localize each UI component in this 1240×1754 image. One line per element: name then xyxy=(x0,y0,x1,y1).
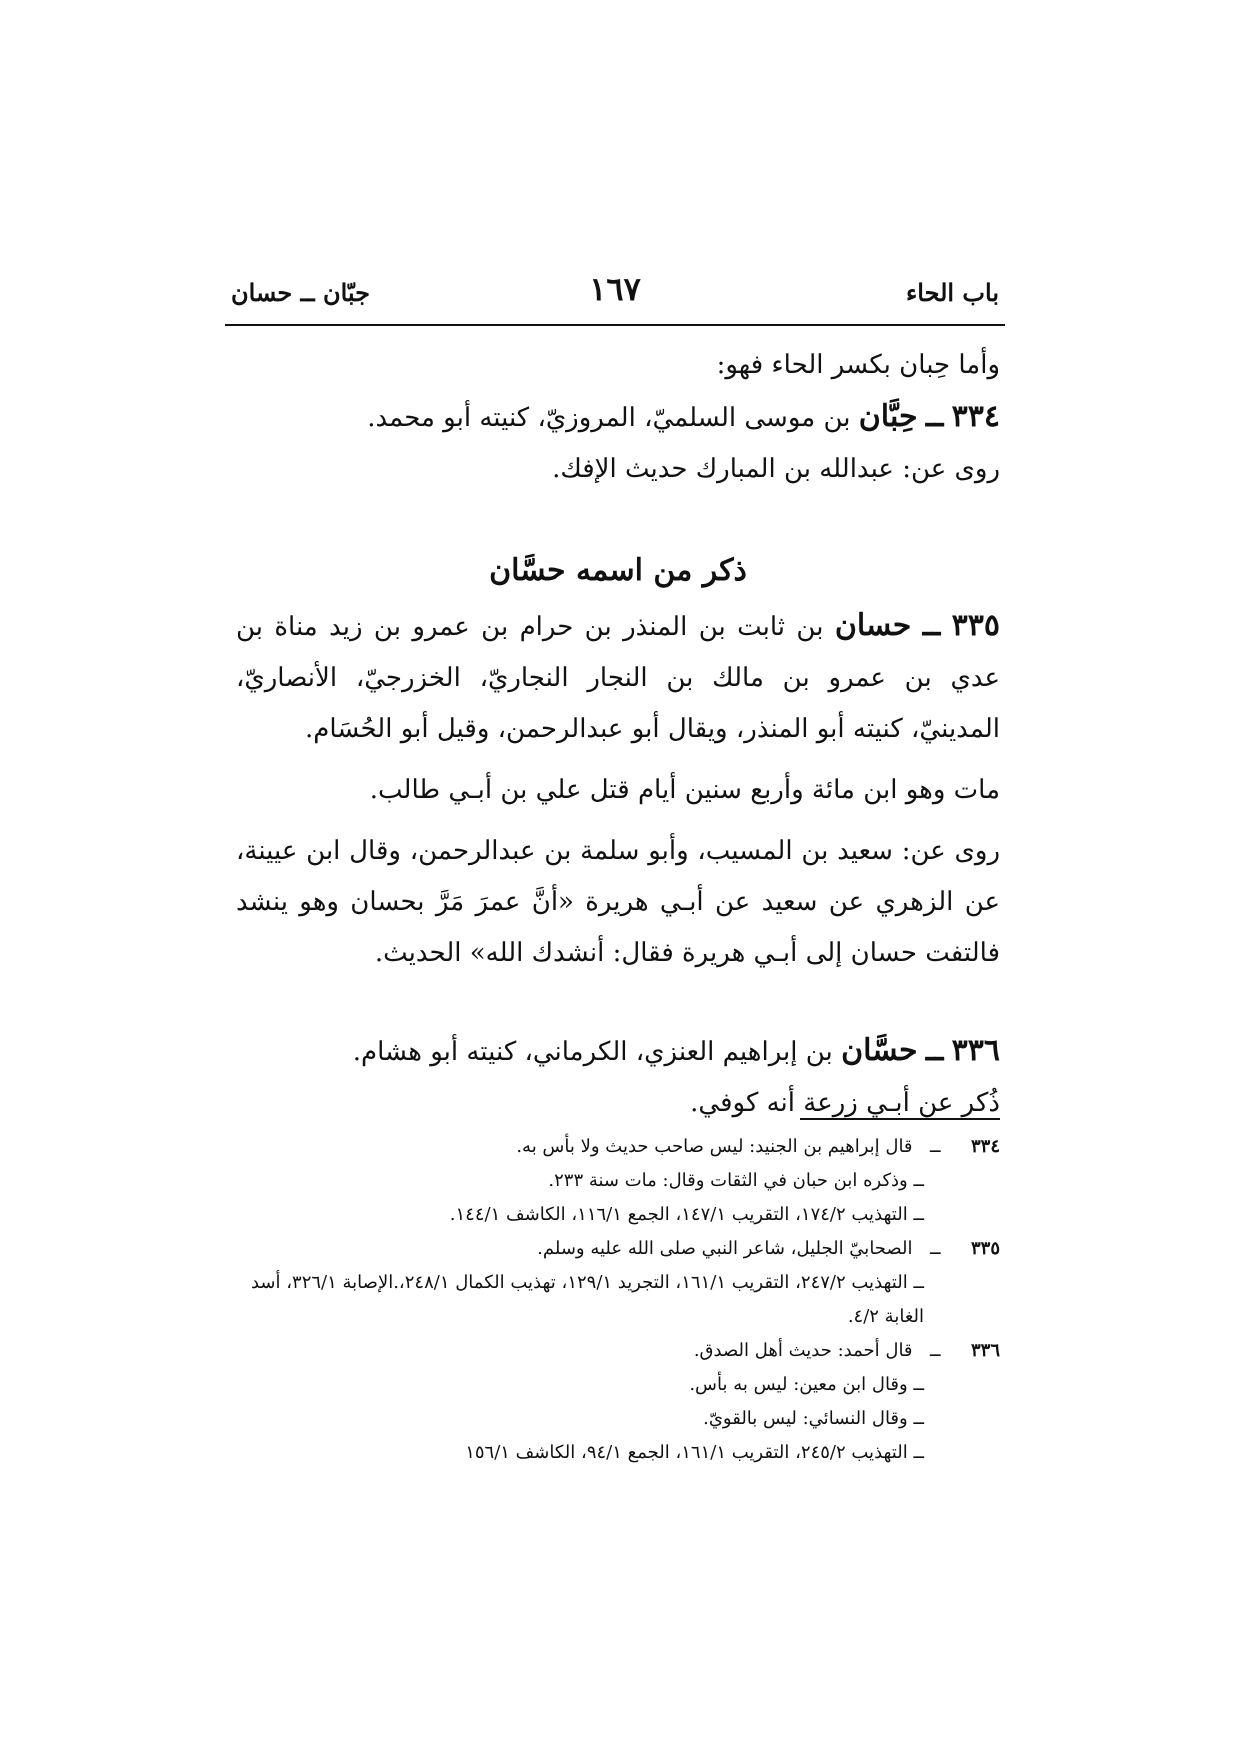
entry-336-note: ذُكر عن أبـي زرعة أنه كوفي. xyxy=(690,1088,1000,1118)
entry-334-narration: روى عن: عبدالله بن المبارك حديث الإفك. xyxy=(552,454,1000,484)
entry-text: بن ثابت بن المنذر بن حرام بن عمرو بن زيد مناة بن عدي بن عمرو بن مالك بن النجار النجاريّ، الخزرجيّ، الأنصاريّ، المدينيّ، كنيته أبو المنذر، ويقال أبو عبدالرحمن، وقيل أبو الحُسَام. xyxy=(236,612,1000,744)
footnote-334 xyxy=(210,1130,1000,1164)
section-title: ذكر من اسمه حسَّان xyxy=(489,553,747,588)
footnote-dash: ــ xyxy=(929,1136,941,1157)
entry-number: ٣٣٥ xyxy=(951,608,1001,643)
footnote-number: ٣٣٥ xyxy=(970,1238,1000,1259)
footnote-line: ــ التهذيب ٢٤٥/٢، التقريب ١٦١/١، الجمع ٩٤/١، الكاشف ١٥٦/١ xyxy=(465,1442,924,1463)
footnote-335 xyxy=(210,1232,1000,1266)
entry-name: حسَّان xyxy=(841,1033,918,1068)
chapter-title: باب الحاء xyxy=(905,278,999,307)
entry-name: حسان xyxy=(834,608,912,643)
entry-number: ٣٣٦ xyxy=(951,1033,1000,1068)
footnote-line: ــ وقال النسائي: ليس بالقويّ. xyxy=(703,1408,924,1429)
footnote-line: ــ وذكره ابن حبان في الثقات وقال: مات سنة ٢٣٣. xyxy=(548,1170,924,1191)
entry-text: بن موسى السلميّ، المروزيّ، كنيته أبو محمد. xyxy=(367,403,851,433)
footnote-336 xyxy=(210,1334,1000,1368)
entry-336 xyxy=(236,1025,1000,1078)
entry-dash: ــ xyxy=(922,608,941,643)
header-rule xyxy=(225,324,1005,326)
footnote-dash: ــ xyxy=(929,1340,941,1361)
footnote-text: قال أحمد: حديث أهل الصدق. xyxy=(693,1340,913,1361)
footnote-text: قال إبراهيم بن الجنيد: ليس صاحب حديث ولا بأس به. xyxy=(516,1136,913,1157)
page-header xyxy=(225,270,1005,326)
page-number: ١٦٧ xyxy=(589,270,641,308)
main-text xyxy=(236,340,1000,1129)
footnote-number: ٣٣٤ xyxy=(970,1136,1000,1157)
entry-number: ٣٣٤ xyxy=(951,399,1000,434)
footnote-number: ٣٣٦ xyxy=(970,1340,1000,1361)
footnote-text: الصحابيّ الجليل، شاعر النبي صلى الله عليه وسلم. xyxy=(537,1238,913,1259)
entry-335-narration: روى عن: سعيد بن المسيب، وأبو سلمة بن عبدالرحمن، وقال ابن عيينة، عن الزهري عن سعيد عن أبـي هريرة «أنَّ عمرَ مَرَّ بحسان وهو ينشد فالتفت حسان إلى أبـي هريرة فقال: أنشدك الله» الحديث. xyxy=(236,836,1000,968)
footnote-rule xyxy=(800,1118,1000,1120)
entry-335 xyxy=(236,600,1000,755)
intro-line: وأما حِبان بكسر الحاء فهو: xyxy=(716,350,1000,380)
running-title: جبّان ــ حسان xyxy=(231,278,370,307)
entry-dash: ــ xyxy=(925,399,944,434)
footnote-line: ــ التهذيب ٢٤٧/٢، التقريب ١٦١/١، التجريد ١٢٩/١، تهذيب الكمال ٢٤٨/١،.الإصابة ٣٢٦/١، أسد الغابة ٤/٢. xyxy=(250,1272,924,1327)
footnote-line: ــ التهذيب ١٧٤/٢، التقريب ١٤٧/١، الجمع ١١٦/١، الكاشف ١٤٤/١. xyxy=(449,1204,924,1225)
entry-dash: ــ xyxy=(925,1033,944,1068)
footnotes xyxy=(210,1130,1000,1470)
entry-text: بن إبراهيم العنزي، الكرماني، كنيته أبو هشام. xyxy=(352,1037,833,1067)
footnote-line: ــ وقال ابن معين: ليس به بأس. xyxy=(689,1374,924,1395)
entry-335-death: مات وهو ابن مائة وأربع سنين أيام قتل علي بن أبـي طالب. xyxy=(369,775,1000,805)
footnote-dash: ــ xyxy=(929,1238,941,1259)
entry-334 xyxy=(236,391,1000,444)
entry-name: حِبَّان xyxy=(858,399,918,434)
